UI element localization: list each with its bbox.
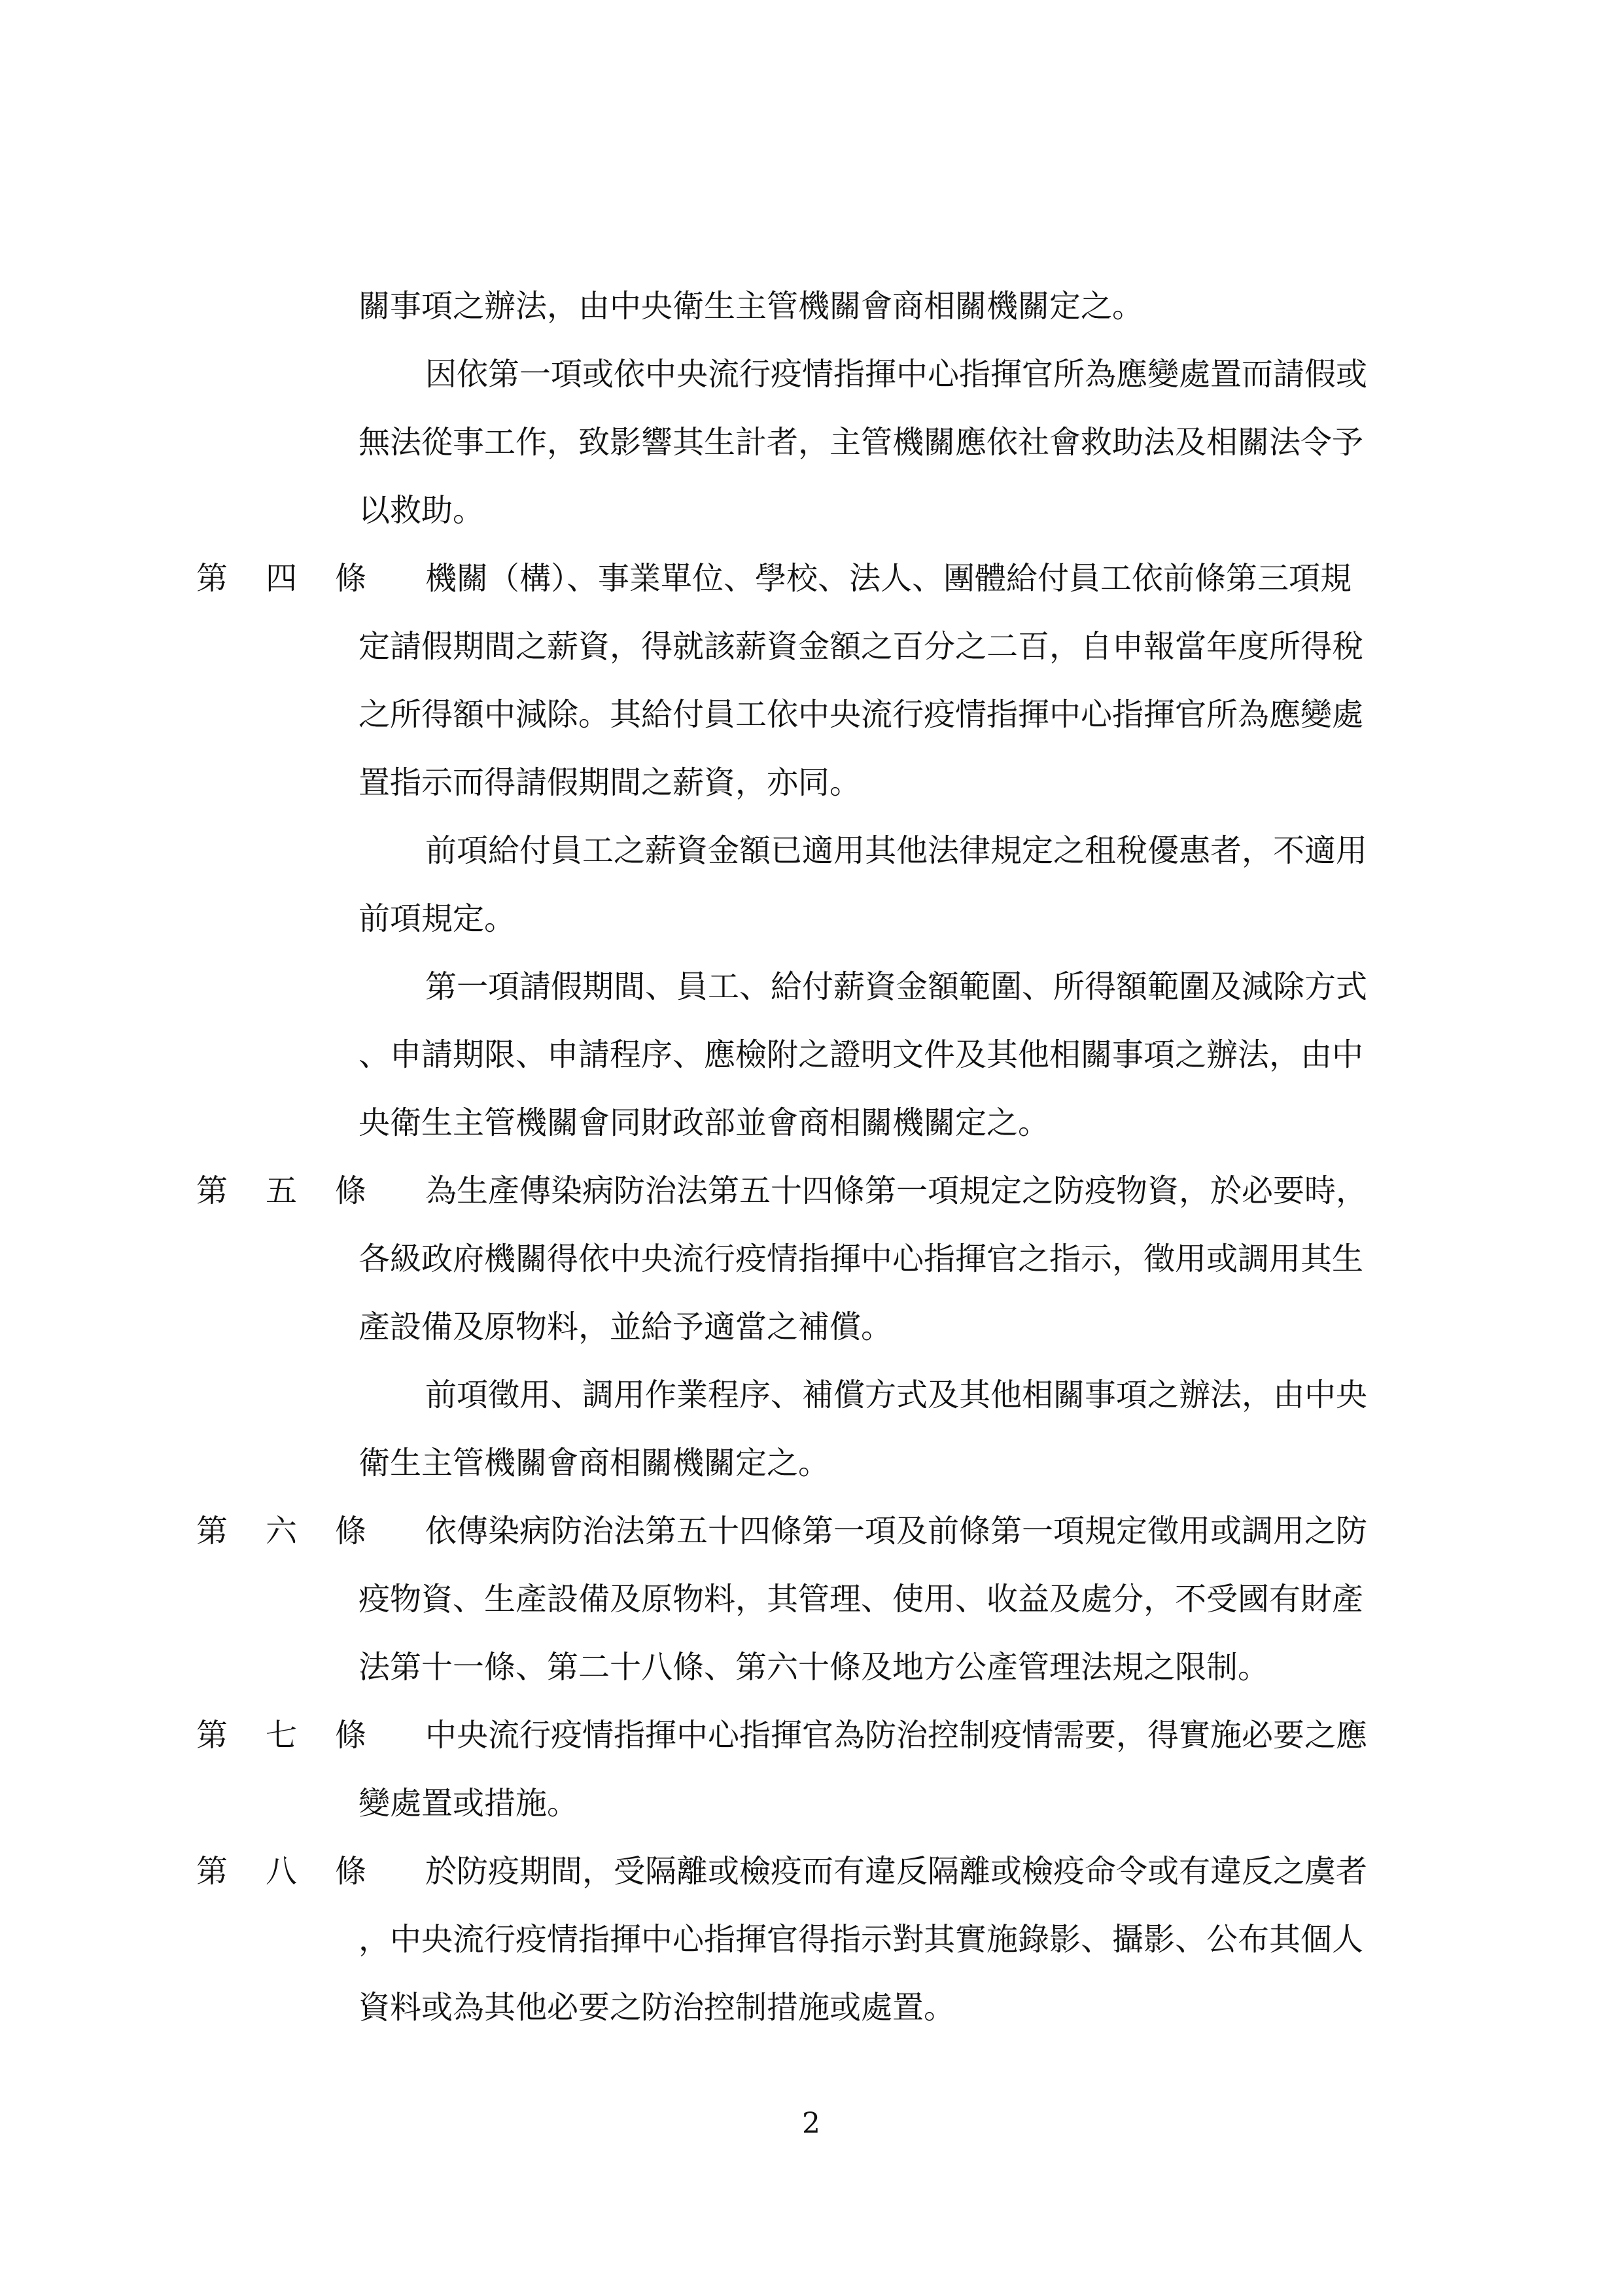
article-label-number: 七 xyxy=(265,1717,297,1754)
article-4-p1-line-2: 定請假期間之薪資，得就該薪資金額之百分之二百，自申報當年度所得稅 xyxy=(358,628,1364,665)
article-4-p2-line-2: 前項規定。 xyxy=(358,900,516,937)
article-label-suffix: 條 xyxy=(334,1853,366,1890)
continuation-line: 關事項之辦法，由中央衛生主管機關會商相關機關定之。 xyxy=(358,288,1144,325)
article-label-suffix: 條 xyxy=(334,1513,366,1549)
article-8-p1-line-2: ，中央流行疫情指揮中心指揮官得指示對其實施錄影、攝影、公布其個人 xyxy=(358,1921,1364,1958)
article-8-p1-line-1: 於防疫期間，受隔離或檢疫而有違反隔離或檢疫命令或有違反之虞者 xyxy=(425,1853,1368,1890)
article-4-label xyxy=(196,559,366,598)
aid-paragraph-line-3: 以救助。 xyxy=(358,492,485,529)
article-8-label xyxy=(196,1852,366,1891)
article-5-label xyxy=(196,1171,366,1210)
article-4-p3-line-1: 第一項請假期間、員工、給付薪資金額範圍、所得額範圍及減除方式 xyxy=(425,968,1368,1005)
article-label-suffix: 條 xyxy=(334,560,366,597)
article-7-label xyxy=(196,1716,366,1755)
article-6-label xyxy=(196,1511,366,1551)
article-4-p3-line-3: 央衛生主管機關會同財政部並會商相關機關定之。 xyxy=(358,1104,1050,1141)
article-4-p1-line-1: 機關（構）、事業單位、學校、法人、團體給付員工依前條第三項規 xyxy=(425,560,1352,597)
article-label-prefix: 第 xyxy=(196,560,228,597)
article-5-p1-line-2: 各級政府機關得依中央流行疫情指揮中心指揮官之指示，徵用或調用其生 xyxy=(358,1241,1364,1277)
article-6-p1-line-3: 法第十一條、第二十八條、第六十條及地方公產管理法規之限制。 xyxy=(358,1649,1270,1686)
article-4-p2-line-1: 前項給付員工之薪資金額已適用其他法律規定之租稅優惠者，不適用 xyxy=(425,832,1368,869)
article-7-p1-line-2: 變處置或措施。 xyxy=(358,1785,579,1822)
article-label-prefix: 第 xyxy=(196,1853,228,1890)
article-label-number: 八 xyxy=(265,1853,297,1890)
article-label-suffix: 條 xyxy=(334,1173,366,1209)
article-4-p3-line-2: 、申請期限、申請程序、應檢附之證明文件及其他相關事項之辦法，由中 xyxy=(358,1036,1364,1073)
article-label-suffix: 條 xyxy=(334,1717,366,1754)
article-4-p1-line-4: 置指示而得請假期間之薪資，亦同。 xyxy=(358,764,862,801)
article-label-prefix: 第 xyxy=(196,1717,228,1754)
article-5-p2-line-2: 衛生主管機關會商相關機關定之。 xyxy=(358,1445,830,1481)
article-5-p1-line-1: 為生產傳染病防治法第五十四條第一項規定之防疫物資，於必要時， xyxy=(425,1173,1368,1209)
article-label-prefix: 第 xyxy=(196,1513,228,1549)
article-5-p1-line-3: 產設備及原物料，並給予適當之補償。 xyxy=(358,1309,893,1345)
article-label-prefix: 第 xyxy=(196,1173,228,1209)
article-label-number: 五 xyxy=(265,1173,297,1209)
aid-paragraph-line-1: 因依第一項或依中央流行疫情指揮中心指揮官所為應變處置而請假或 xyxy=(425,356,1368,393)
article-4-p1-line-3: 之所得額中減除。其給付員工依中央流行疫情指揮中心指揮官所為應變處 xyxy=(358,696,1364,733)
article-6-p1-line-2: 疫物資、生產設備及原物料，其管理、使用、收益及處分，不受國有財產 xyxy=(358,1581,1364,1617)
article-label-number: 四 xyxy=(265,560,297,597)
aid-paragraph-line-2: 無法從事工作，致影響其生計者，主管機關應依社會救助法及相關法令予 xyxy=(358,424,1364,461)
article-8-p1-line-3: 資料或為其他必要之防治控制措施或處置。 xyxy=(358,1989,956,2026)
article-6-p1-line-1: 依傳染病防治法第五十四條第一項及前條第一項規定徵用或調用之防 xyxy=(425,1513,1368,1549)
article-label-number: 六 xyxy=(265,1513,297,1549)
page-number: 2 xyxy=(802,2107,820,2140)
article-5-p2-line-1: 前項徵用、調用作業程序、補償方式及其他相關事項之辦法，由中央 xyxy=(425,1377,1368,1413)
article-7-p1-line-1: 中央流行疫情指揮中心指揮官為防治控制疫情需要，得實施必要之應 xyxy=(425,1717,1368,1754)
